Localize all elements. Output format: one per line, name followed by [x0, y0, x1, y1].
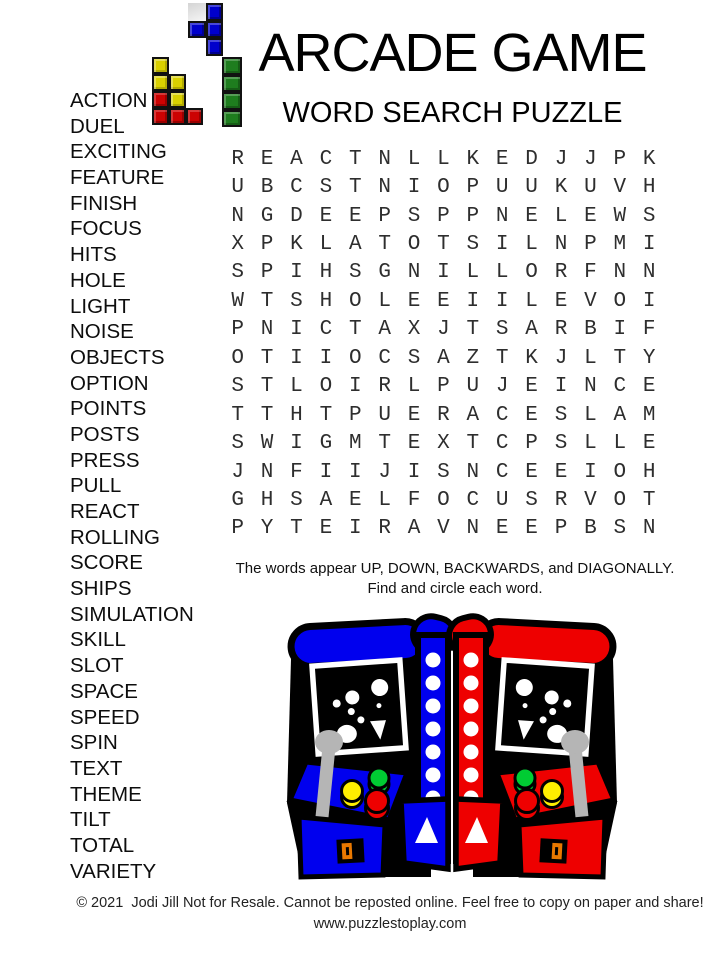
grid-letter: H [290, 403, 303, 427]
grid-letter: N [378, 176, 391, 200]
grid-letter: H [319, 261, 333, 285]
grid-letter: E [554, 460, 568, 484]
grid-letter: I [319, 346, 333, 370]
grid-letter: C [319, 147, 333, 171]
word-list-item: EXCITING [70, 140, 167, 164]
grid-letter: K [290, 233, 303, 257]
word-list-item: TILT [70, 808, 111, 832]
grid-letter: S [466, 233, 480, 257]
grid-letter: R [378, 517, 391, 541]
grid-letter: L [466, 261, 480, 285]
grid-letter: C [495, 403, 509, 427]
grid-letter: F [290, 460, 303, 484]
grid-letter: E [584, 204, 597, 228]
grid-letter: S [554, 403, 568, 427]
grid-letter: A [525, 318, 538, 342]
word-list-item: REACT [70, 500, 140, 523]
grid-letter: P [378, 204, 391, 228]
grid-letter: L [495, 261, 509, 285]
grid-letter: K [554, 176, 568, 200]
grid-letter: L [584, 346, 597, 370]
grid-letter: E [319, 204, 333, 228]
word-list-item: POINTS [70, 397, 147, 421]
grid-letter: J [437, 318, 450, 342]
tetris-shadow-square [188, 3, 206, 21]
grid-letter: P [260, 233, 274, 257]
grid-letter: V [437, 517, 450, 541]
grid-letter: O [231, 346, 244, 370]
grid-letter: L [407, 147, 421, 171]
grid-letter: M [348, 432, 362, 456]
grid-letter: L [584, 432, 597, 456]
grid-letter: T [613, 346, 627, 370]
grid-letter: F [584, 261, 597, 285]
grid-letter: T [437, 233, 450, 257]
grid-letter: E [525, 517, 538, 541]
grid-letter: O [613, 460, 627, 484]
grid-letter: T [642, 488, 656, 512]
word-list-item: LIGHT [70, 294, 131, 318]
grid-letter: A [613, 403, 627, 427]
grid-letter: C [613, 375, 627, 399]
grid-letter: C [378, 346, 391, 370]
grid-letter: U [231, 176, 244, 200]
grid-letter: I [642, 233, 656, 257]
grid-letter: E [348, 204, 362, 228]
grid-letter: T [378, 432, 391, 456]
grid-letter: H [642, 460, 656, 484]
grid-letter: L [407, 375, 421, 399]
footer [60, 893, 720, 935]
word-list-item: SPACE [70, 679, 138, 703]
grid-letter: N [554, 233, 568, 257]
grid-letter: E [495, 517, 509, 541]
grid-letter: S [495, 318, 509, 342]
grid-letter: E [348, 488, 362, 512]
grid-letter: P [525, 432, 538, 456]
word-list-item: SKILL [70, 628, 126, 652]
grid-letter: P [613, 147, 627, 171]
grid-letter: T [260, 375, 274, 399]
grid-letter: L [525, 233, 538, 257]
grid-letter: G [319, 432, 333, 456]
grid-letter: O [437, 488, 450, 512]
grid-letter: U [525, 176, 538, 200]
grid-letter: P [231, 517, 244, 541]
grid-letter: L [584, 403, 597, 427]
word-list-item: OPTION [70, 371, 149, 395]
grid-letter: L [290, 375, 303, 399]
bottom-center-panels [401, 799, 503, 869]
grid-letter: V [584, 289, 597, 313]
grid-letter: N [642, 261, 656, 285]
grid-letter: P [554, 517, 568, 541]
grid-letter: I [290, 261, 303, 285]
grid-letter: A [378, 318, 391, 342]
grid-letter: S [231, 375, 244, 399]
grid-letter: O [319, 375, 333, 399]
word-list-item: FEATURE [70, 166, 165, 190]
grid-letter: R [554, 261, 568, 285]
grid-letter: G [260, 204, 274, 228]
grid-letter: E [407, 289, 421, 313]
grid-letter: L [378, 289, 391, 313]
grid-letter: T [260, 289, 274, 313]
word-list-item: DUEL [70, 114, 125, 138]
word-list-item: SIMULATION [70, 602, 194, 626]
grid-letter: S [290, 488, 303, 512]
grid-letter: A [290, 147, 303, 171]
grid-letter: C [319, 318, 333, 342]
word-list-item: SPIN [70, 731, 118, 755]
word-list-item: SCORE [70, 551, 143, 575]
grid-letter: A [407, 517, 421, 541]
grid-letter: T [348, 147, 362, 171]
grid-letter: M [613, 233, 627, 257]
grid-letter: C [290, 176, 303, 200]
grid-letter: P [466, 204, 480, 228]
grid-letter: L [525, 289, 538, 313]
grid-letter: W [231, 289, 244, 313]
grid-letter: L [554, 204, 568, 228]
grid-letter: T [348, 176, 362, 200]
grid-letter: B [260, 176, 274, 200]
grid-letter: S [613, 517, 627, 541]
grid-letter: N [642, 517, 656, 541]
grid-letter: T [231, 403, 244, 427]
grid-letter: N [466, 517, 480, 541]
grid-letter: S [319, 176, 333, 200]
grid-letter: C [495, 460, 509, 484]
grid-letter: Y [260, 517, 274, 541]
left-coin-door [299, 817, 385, 877]
grid-letter: U [495, 488, 509, 512]
grid-letter: K [466, 147, 480, 171]
word-list-item: HITS [70, 243, 117, 267]
grid-letter: K [525, 346, 538, 370]
grid-letter: G [378, 261, 391, 285]
grid-letter: I [437, 261, 450, 285]
grid-letter: N [260, 318, 274, 342]
grid-letter: P [466, 176, 480, 200]
grid-letter: S [290, 289, 303, 313]
grid-letter: X [407, 318, 421, 342]
grid-letter: T [466, 432, 480, 456]
grid-letter: P [231, 318, 244, 342]
grid-letter: T [319, 403, 333, 427]
word-list [70, 88, 194, 884]
grid-letter: G [231, 488, 244, 512]
grid-letter: N [260, 460, 274, 484]
word-list-item: THEME [70, 782, 142, 806]
grid-letter: I [319, 460, 333, 484]
grid-letter: U [495, 176, 509, 200]
grid-letter: J [231, 460, 244, 484]
grid-letter: V [613, 176, 627, 200]
grid-letter: I [348, 375, 362, 399]
grid-letter: I [290, 346, 303, 370]
grid-letter: P [584, 233, 597, 257]
grid-letter: B [584, 517, 597, 541]
grid-letter: R [554, 318, 568, 342]
copyright-text: © 2021 Jodi Jill Not for Resale. Cannot be reposted online. Feel free to copy on paper and share! [76, 895, 704, 911]
grid-letter: S [407, 346, 421, 370]
grid-letter: R [437, 403, 450, 427]
grid-letter: E [319, 517, 333, 541]
grid-letter: I [348, 460, 362, 484]
instructions-line-1: The words appear UP, DOWN, BACKWARDS, and DIAGONALLY. [235, 560, 675, 577]
grid-letter: R [231, 147, 244, 171]
grid-letter: V [584, 488, 597, 512]
grid-letter: J [584, 147, 597, 171]
grid-letter: E [642, 375, 656, 399]
word-list-item: SLOT [70, 654, 124, 678]
grid-letter: E [642, 432, 656, 456]
right-coin-door [519, 817, 605, 877]
grid-letter: H [642, 176, 656, 200]
grid-letter: I [290, 432, 303, 456]
grid-letter: F [642, 318, 656, 342]
grid-letter: B [584, 318, 597, 342]
grid-letter: T [466, 318, 480, 342]
grid-letter: E [525, 460, 538, 484]
grid-letter: X [437, 432, 450, 456]
instructions-line-2: Find and circle each word. [367, 580, 543, 597]
grid-letter: S [407, 204, 421, 228]
grid-letter: A [466, 403, 480, 427]
grid-letter: M [642, 403, 656, 427]
grid-letter: N [407, 261, 421, 285]
grid-letter: E [495, 147, 509, 171]
grid-letter: L [437, 147, 450, 171]
instructions [225, 559, 685, 599]
grid-letter: S [525, 488, 538, 512]
grid-letter: T [495, 346, 509, 370]
grid-letter: C [466, 488, 480, 512]
grid-letter: Z [466, 346, 480, 370]
grid-letter: O [348, 289, 362, 313]
grid-letter: P [437, 375, 450, 399]
grid-letter: S [437, 460, 450, 484]
word-list-item: FINISH [70, 191, 138, 215]
grid-letter: T [348, 318, 362, 342]
grid-letter: I [642, 289, 656, 313]
grid-letter: D [290, 204, 303, 228]
grid-letter: C [495, 432, 509, 456]
grid-letter: W [260, 432, 274, 456]
grid-letter: I [554, 375, 568, 399]
grid-letter: H [319, 289, 333, 313]
word-list-item: PRESS [70, 448, 140, 472]
grid-letter: I [290, 318, 303, 342]
word-list-item: HOLE [70, 268, 126, 292]
grid-letter: O [613, 488, 627, 512]
grid-letter: S [348, 261, 362, 285]
grid-letter: H [260, 488, 274, 512]
word-list-item: TOTAL [70, 833, 135, 857]
grid-letter: N [495, 204, 509, 228]
grid-letter: K [642, 147, 656, 171]
word-list-item: FOCUS [70, 217, 142, 241]
grid-letter: S [554, 432, 568, 456]
website-url: www.puzzlestoplay.com [313, 916, 467, 932]
grid-letter: S [231, 432, 244, 456]
grid-letter: F [407, 488, 421, 512]
grid-letter: R [378, 375, 391, 399]
grid-letter: I [407, 176, 421, 200]
word-list-item: OBJECTS [70, 345, 165, 369]
word-list-item: TEXT [70, 756, 123, 780]
grid-letter: E [260, 147, 274, 171]
grid-letter: O [407, 233, 421, 257]
page-title: ARCADE GAME [258, 23, 647, 83]
grid-letter: O [613, 289, 627, 313]
grid-letter: U [466, 375, 480, 399]
grid-letter: U [378, 403, 391, 427]
grid-letter: E [437, 289, 450, 313]
grid-letter: N [378, 147, 391, 171]
grid-letter: U [584, 176, 597, 200]
grid-letter: I [407, 460, 421, 484]
grid-letter: I [348, 517, 362, 541]
grid-letter: E [407, 432, 421, 456]
grid-letter: J [554, 346, 568, 370]
grid-letter: O [525, 261, 538, 285]
word-list-item: VARIETY [70, 859, 157, 883]
grid-letter: E [407, 403, 421, 427]
grid-letter: L [613, 432, 627, 456]
grid-letter: S [231, 261, 244, 285]
grid-letter: P [260, 261, 274, 285]
grid-letter: I [466, 289, 480, 313]
grid-letter: O [437, 176, 450, 200]
grid-letter: E [525, 403, 538, 427]
grid-letter: A [319, 488, 333, 512]
grid-letter: L [378, 488, 391, 512]
word-list-item: SHIPS [70, 577, 132, 601]
grid-letter: E [554, 289, 568, 313]
grid-letter: E [525, 204, 538, 228]
grid-letter: E [525, 375, 538, 399]
page-subtitle: WORD SEARCH PUZZLE [282, 97, 623, 129]
grid-letter: I [584, 460, 597, 484]
grid-letter: I [495, 289, 509, 313]
grid-letter: I [613, 318, 627, 342]
grid-letter: O [348, 346, 362, 370]
grid-letter: N [613, 261, 627, 285]
word-list-item: PULL [70, 474, 122, 498]
grid-letter: L [319, 233, 333, 257]
grid-letter: S [642, 204, 656, 228]
grid-letter: J [378, 460, 391, 484]
grid-letter: T [290, 517, 303, 541]
grid-letter: N [584, 375, 597, 399]
grid-letter: A [348, 233, 362, 257]
grid-letter: N [466, 460, 480, 484]
letter-grid [223, 145, 664, 543]
grid-letter: T [260, 346, 274, 370]
grid-letter: P [348, 403, 362, 427]
grid-letter: D [525, 147, 538, 171]
word-list-item: ROLLING [70, 525, 160, 549]
grid-letter: W [613, 204, 627, 228]
grid-letter: R [554, 488, 568, 512]
grid-letter: X [231, 233, 244, 257]
grid-letter: J [554, 147, 568, 171]
word-list-item: SPEED [70, 705, 140, 729]
word-list-item: NOISE [70, 320, 134, 344]
word-list-item: ACTION [70, 89, 148, 112]
grid-letter: P [437, 204, 450, 228]
word-list-item: POSTS [70, 422, 140, 446]
grid-letter: T [378, 233, 391, 257]
grid-letter: A [437, 346, 450, 370]
grid-letter: Y [642, 346, 656, 370]
arcade-machines-illustration [285, 611, 619, 883]
grid-letter: J [495, 375, 509, 399]
grid-letter: N [231, 204, 244, 228]
grid-letter: I [495, 233, 509, 257]
grid-letter: T [260, 403, 274, 427]
